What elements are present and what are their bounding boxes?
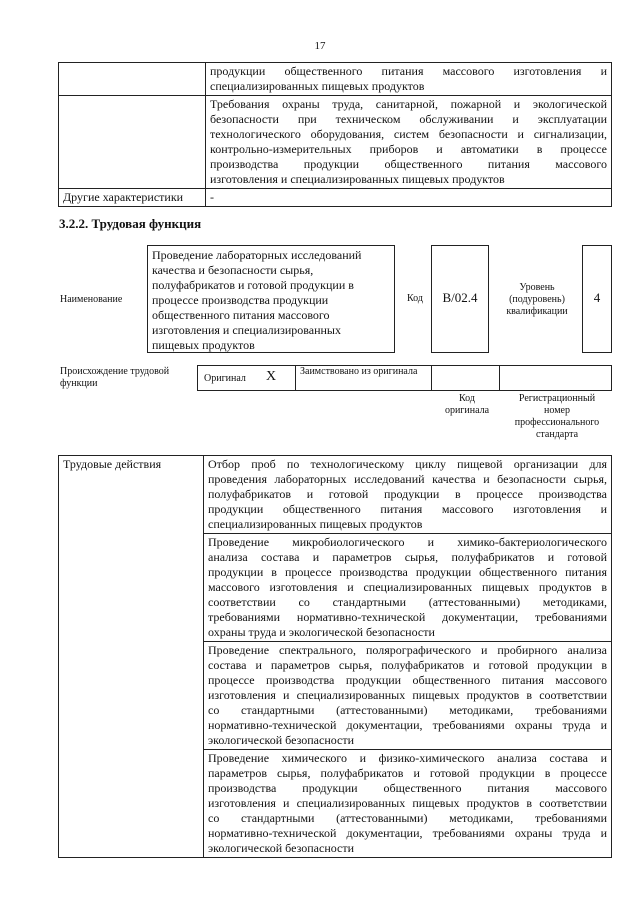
table-row [59,63,612,96]
text-line: технологического оборудования, систем безопасности и сигнализации, [210,127,607,141]
table-row [59,189,612,207]
text-line: со стандартными (аттестованными) методиками, требованиями [208,703,607,717]
function-name-text [148,246,394,355]
text-line: нормативно-технической документации, требованиями охраны труда и [208,718,607,732]
function-name-line: полуфабрикатов и готовой продукции в [152,278,354,292]
section-title: 3.2.2. Трудовая функция [59,216,202,231]
text-line: продукции общественного питания массового изготовления и [210,64,607,78]
text-line: изготовления и специализированных пищевых продуктов в соответствии [208,796,607,810]
top-characteristics-table [58,62,612,207]
code-original-label: Код оригинала [444,393,490,416]
original-mark: X [266,369,277,384]
text-line: безопасности при техническом обслуживании и эксплуатации [210,112,607,126]
text-line: Отбор проб по технологическому циклу пищевой организации для [208,457,607,471]
row-text [206,63,612,96]
function-name-box [147,245,395,353]
function-name-line: изготовления и специализированных [152,323,341,337]
text-line: Проведение спектрального, полярографического и пробирного анализа [208,643,607,657]
text-line: соответствии со стандартными (аттестованными) методиками, [208,595,607,609]
row-text [206,96,612,189]
text-line: массового изготовления и специализированных пищевых продуктов в [208,580,607,594]
labor-actions-table [58,455,612,858]
text-line: Требования охраны труда, санитарной, пожарной и экологической [210,97,607,111]
text-line: Проведение микробиологического и химико-бактериологического [208,535,607,549]
code-label: Код [407,293,423,304]
text-line: состава и параметров сырья, полуфабрикатов и готовой продукции в [208,658,607,672]
code-value: B/02.4 [431,245,489,353]
function-name-line: качества и безопасности сырья, [152,263,314,277]
action-item [204,642,612,750]
text-line: контрольно-измерительных приборов и автоматики в процессе [210,142,607,156]
borrowed-label: Заимствовано из оригинала [300,366,418,377]
function-name-line: общественного питания массового [152,308,330,322]
reg-number-label: Регистрационный номер профессионального стандарта [514,393,600,440]
page-number: 17 [314,40,326,52]
action-item [204,750,612,858]
text-line: изготовления и специализированных пищевых продуктов в соответствии [208,688,607,702]
text-line: изготовления и специализированных пищевых продуктов [210,172,505,186]
origin-divider-3 [499,365,500,391]
text-line: производства продукции общественного питания массового [208,781,607,795]
text-line: продукции общественного питания массового изготовления и [208,502,607,516]
row-label [59,63,206,96]
text-line: экологической безопасности [208,841,355,855]
origin-divider-2 [431,365,432,391]
row-label [59,96,206,189]
row-label: Другие характеристики [59,189,206,207]
text-line: продукции в процессе производства продукции общественного питания [208,565,607,579]
text-line: проведения лабораторных исследований качества и безопасности сырья, [208,472,607,486]
table-row [59,96,612,189]
function-name-line: Проведение лабораторных исследований [152,248,362,262]
text-line: анализа состава и параметров сырья, полуфабрикатов и готовой [208,550,607,564]
text-line: специализированных пищевых продуктов [208,517,423,531]
text-line: охраны труда и экологической безопасности [208,625,435,639]
action-item [204,456,612,534]
level-label: Уровень (подуровень) квалификации [506,282,568,317]
table-row [59,456,612,534]
original-label: Оригинал [204,373,246,384]
row-text: - [206,189,612,207]
text-line: экологической безопасности [208,733,355,747]
text-line: процессе производства продукции общественного питания массового [208,673,607,687]
name-label: Наименование [60,294,123,305]
text-line: Проведение химического и физико-химического анализа состава и [208,751,607,765]
text-line: параметров сырья, полуфабрикатов и готовой продукции в процессе [208,766,607,780]
text-line: полуфабрикатов и готовой продукции в процессе производства [208,487,607,501]
action-item [204,534,612,642]
text-line: специализированных пищевых продуктов [210,79,425,93]
text-line: со стандартными (аттестованными) методиками, требованиями [208,811,607,825]
function-name-line: пищевых продуктов [152,338,255,352]
text-line: нормативно-технической документации, требованиями охраны труда и [208,826,607,840]
function-name-line: процессе производства продукции [152,293,329,307]
origin-divider-1 [295,365,296,391]
text-line: требованиями нормативно-технической документации, требованиями [208,610,607,624]
level-value: 4 [582,245,612,353]
text-line: производства продукции общественного питания массового [210,157,607,171]
actions-label: Трудовые действия [59,456,204,858]
origin-label: Происхождение трудовой функции [60,366,170,389]
